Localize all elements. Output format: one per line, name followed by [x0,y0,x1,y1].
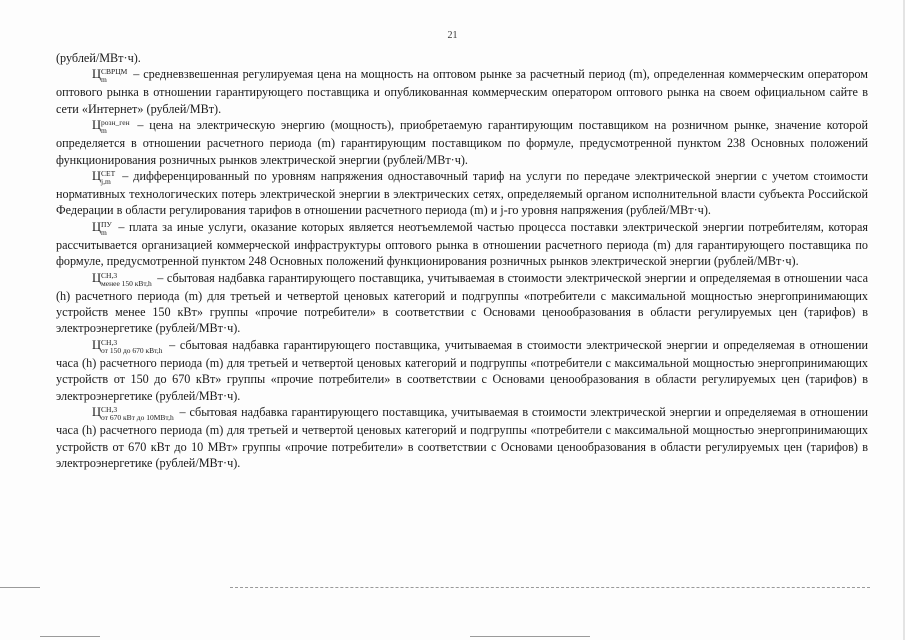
definition-paragraph-sn-670-10 [56,404,868,471]
paragraph-text: – средневзвешенная регулируемая цена на мощность на оптовом рынке за расчетный период (m), определенная коммерческим оператором оптового рынка в отношении гарантирующего поставщика и опубликованная коммерческим оператором оптового рынка на своем официальном сайте в сети «Интернет» (рублей/МВт). [56,67,868,116]
scan-artifact-line [40,636,100,637]
paragraph-text: – плата за иные услуги, оказание которых является неотъемлемой частью процесса поставки электрической энергии потребителям, которая рассчитывается организацией коммерческой инфраструктуры оптового рынка в отношении расчетного периода (m) для гарантирующего поставщика по формуле, предусмотренной пунктом 248 Основных положений функционирования розничных рынков электрической энергии (рублей/МВт·ч). [56,219,868,269]
scan-artifact-line [0,587,40,588]
document-body [56,50,868,471]
paragraph-text: (рублей/МВт·ч). [56,51,141,65]
paragraph-text: – сбытовая надбавка гарантирующего поставщика, учитываемая в стоимости электрической энергии и определяемая в отношении часа (h) расчетного периода (m) для третьей и четвертой ценовых категорий и подгруппы «потребители с максимальной мощностью энергопринимающих устройств менее 150 кВт» группы «прочие потребители» в соответствии с Основами ценообразования в области регулируемых цен (тарифов) в электроэнергетике (рублей/МВт·ч). [56,270,868,336]
paragraph-text: – дифференцированный по уровням напряжения одноставочный тариф на услуги по передаче электрической энергии с учетом стоимости нормативных технологических потерь электрической энергии в электрических сетях, определяемый органом исполнительной власти субъекта Российской Федерации в области регулирования тарифов в отношении расчетного периода (m) и j-го уровня напряжения (рублей/МВт·ч). [56,169,868,218]
formula-symbol: Ц розн_ген m [92,118,130,136]
paragraph-text: – цена на электрическую энергию (мощность), приобретаемую гарантирующим поставщиком на розничном рынке, значение которой определяется в отношении расчетного периода (m) гарантирующим поставщиком по формуле, предусмотренной пунктом 238 Основных положений функционирования розничных рынков электрической энергии (рублей/МВт·ч). [56,118,868,167]
paragraph-text: – сбытовая надбавка гарантирующего поставщика, учитываемая в стоимости электрической энергии и определяемая в отношении часа (h) расчетного периода (m) для третьей и четвертой ценовых категорий и подгруппы «потребители с максимальной мощностью энергопринимающих устройств от 150 до 670 кВт» группы «прочие потребители» в соответствии с Основами ценообразования в области регулируемых цен (тарифов) в электроэнергетике (рублей/МВт·ч). [56,337,868,403]
formula-symbol: Ц СН,3 менее 150 кВт,h [92,270,152,288]
formula-symbol: Ц ПУ m [92,219,112,237]
page-number: 21 [447,30,458,41]
formula-symbol: Ц СВРЦМ m [92,67,128,85]
formula-symbol: Ц СЕТ j,m [92,169,116,187]
paragraph-text: – сбытовая надбавка гарантирующего поставщика, учитываемая в стоимости электрической энергии и определяемая в отношении часа (h) расчетного периода (m) для третьей и четвертой ценовых категорий и подгруппы «потребители с максимальной мощностью энергопринимающих устройств от 670 кВт до 10 МВт» группы «прочие потребители» в соответствии с Основами ценообразования в области регулируемых цен (тарифов) в электроэнергетике (рублей/МВт·ч). [56,405,868,470]
paragraph-continuation [56,50,868,66]
scan-artifact-line [470,636,590,637]
formula-symbol: Ц СН,3 от 150 до 670 кВт,h [92,337,163,355]
definition-paragraph-sn-150 [56,270,868,337]
definition-paragraph-svrcm [56,66,868,117]
scan-artifact-line [230,587,870,588]
formula-symbol: Ц СН,3 от 670 кВт до 10МВт,h [92,405,174,423]
definition-paragraph-set [56,168,868,219]
definition-paragraph-sn-150-670 [56,337,868,404]
definition-paragraph-pu [56,219,868,270]
definition-paragraph-rozn-gen [56,117,868,168]
